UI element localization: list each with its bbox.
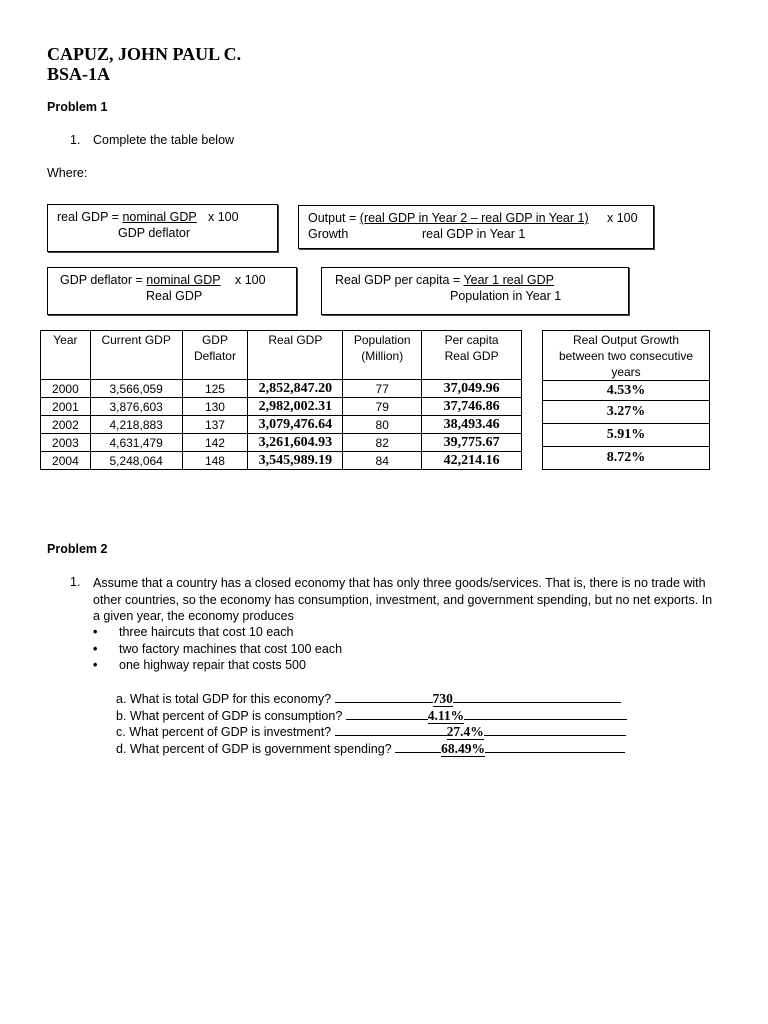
table-row — [41, 398, 522, 416]
table-cell: 2,852,847.20 — [248, 380, 343, 398]
answer: 27.4% — [446, 724, 484, 739]
bullet-list — [93, 624, 342, 674]
formula-mult: x 100 — [235, 273, 266, 287]
table-cell: 2000 — [41, 380, 91, 398]
formula-numerator: nominal GDP — [146, 273, 221, 287]
table-cell: 137 — [182, 416, 248, 434]
question-b — [116, 707, 627, 724]
column-header: Year — [41, 331, 91, 380]
table-header-row — [41, 331, 522, 380]
table-row — [543, 381, 710, 401]
table-cell: 3,545,989.19 — [248, 452, 343, 470]
table-cell: 130 — [182, 398, 248, 416]
formula-denominator: Population in Year 1 — [450, 289, 562, 303]
column-header: GDP Deflator — [182, 331, 248, 380]
table-cell: 38,493.46 — [422, 416, 522, 434]
answer: 68.49% — [441, 741, 485, 756]
question-a — [116, 690, 621, 707]
column-header: Current GDP — [90, 331, 182, 380]
formula-denominator: Real GDP — [146, 289, 203, 303]
table-cell: 82 — [343, 434, 422, 452]
question-text: b. What percent of GDP is consumption? — [116, 709, 346, 723]
table-cell: 2004 — [41, 452, 91, 470]
formula-gdp-deflator — [47, 267, 297, 315]
table-cell: 148 — [182, 452, 248, 470]
formula-numerator: (real GDP in Year 2 – real GDP in Year 1) — [359, 211, 589, 225]
table-cell: 2001 — [41, 398, 91, 416]
problem2-title: Problem 2 — [47, 542, 108, 556]
table-row — [543, 424, 710, 447]
formula-output-growth — [298, 205, 654, 249]
formula-lhs: real GDP = — [57, 210, 123, 224]
table-cell: 37,049.96 — [422, 380, 522, 398]
table-cell: 3,261,604.93 — [248, 434, 343, 452]
instruction: Complete the table below — [93, 133, 235, 147]
where-label: Where: — [47, 166, 88, 180]
student-name: CAPUZ, JOHN PAUL C. — [47, 44, 242, 64]
list-item: • one highway repair that costs 500 — [93, 657, 342, 674]
column-header: Real Output Growth between two consecutive years — [543, 331, 710, 381]
table-cell: 80 — [343, 416, 422, 434]
table-cell: 2003 — [41, 434, 91, 452]
table-cell: 3,876,603 — [90, 398, 182, 416]
table-cell: 37,746.86 — [422, 398, 522, 416]
table-cell: 3,566,059 — [90, 380, 182, 398]
question-text: d. What percent of GDP is government spending? — [116, 742, 396, 756]
formula-real-gdp — [47, 204, 278, 252]
growth-cell: 8.72% — [543, 447, 710, 470]
question-text: c. What percent of GDP is investment? — [116, 725, 335, 739]
formula-lhs: Real GDP per capita = — [335, 273, 464, 287]
table-cell: 3,079,476.64 — [248, 416, 343, 434]
column-header: Per capita Real GDP — [422, 331, 522, 380]
formula-numerator: nominal GDP — [122, 210, 197, 224]
formula-mult: x 100 — [607, 211, 638, 225]
table-cell: 5,248,064 — [90, 452, 182, 470]
table-cell: 42,214.16 — [422, 452, 522, 470]
table-row — [41, 434, 522, 452]
growth-cell: 5.91% — [543, 424, 710, 447]
formula-per-capita — [321, 267, 629, 315]
table-cell: 125 — [182, 380, 248, 398]
table-cell: 4,218,883 — [90, 416, 182, 434]
list-item: • three haircuts that cost 10 each — [93, 624, 342, 641]
column-header: Real GDP — [248, 331, 343, 380]
student-section: BSA-1A — [47, 64, 111, 84]
table-cell: 142 — [182, 434, 248, 452]
formula-lhs2: Growth — [308, 227, 349, 241]
item-number: 1. — [70, 133, 81, 147]
table-cell: 77 — [343, 380, 422, 398]
list-item: • two factory machines that cost 100 each — [93, 641, 342, 658]
table-cell: 2002 — [41, 416, 91, 434]
table-row — [543, 401, 710, 424]
gdp-table — [40, 330, 522, 470]
item-number: 1. — [70, 575, 81, 589]
growth-cell: 4.53% — [543, 381, 710, 401]
formula-lhs: Output = — [308, 211, 360, 225]
table-cell: 4,631,479 — [90, 434, 182, 452]
table-row — [41, 416, 522, 434]
problem1-title: Problem 1 — [47, 100, 108, 114]
table-cell: 2,982,002.31 — [248, 398, 343, 416]
formula-mult: x 100 — [208, 210, 239, 224]
formula-numerator: Year 1 real GDP — [463, 273, 554, 287]
formula-denominator: real GDP in Year 1 — [422, 227, 526, 241]
formula-denominator: GDP deflator — [118, 226, 191, 240]
question-text: a. What is total GDP for this economy? — [116, 692, 335, 706]
question-c — [116, 723, 626, 740]
answer: 730 — [432, 691, 453, 706]
growth-cell: 3.27% — [543, 401, 710, 424]
column-header: Population (Million) — [343, 331, 422, 380]
problem2-text: Assume that a country has a closed economy that has only three goods/services. That is, there is no trade with other countries, so the economy has consumption, investment, and government spending, but no net exports. In a given year, the economy produces — [93, 576, 713, 623]
table-cell: 79 — [343, 398, 422, 416]
formula-lhs: GDP deflator = — [60, 273, 147, 287]
table-row — [41, 452, 522, 470]
answer: 4.11% — [427, 708, 465, 723]
table-row — [543, 447, 710, 470]
table-cell: 39,775.67 — [422, 434, 522, 452]
table-row — [41, 380, 522, 398]
question-d — [116, 740, 625, 757]
table-cell: 84 — [343, 452, 422, 470]
growth-table — [542, 330, 710, 470]
